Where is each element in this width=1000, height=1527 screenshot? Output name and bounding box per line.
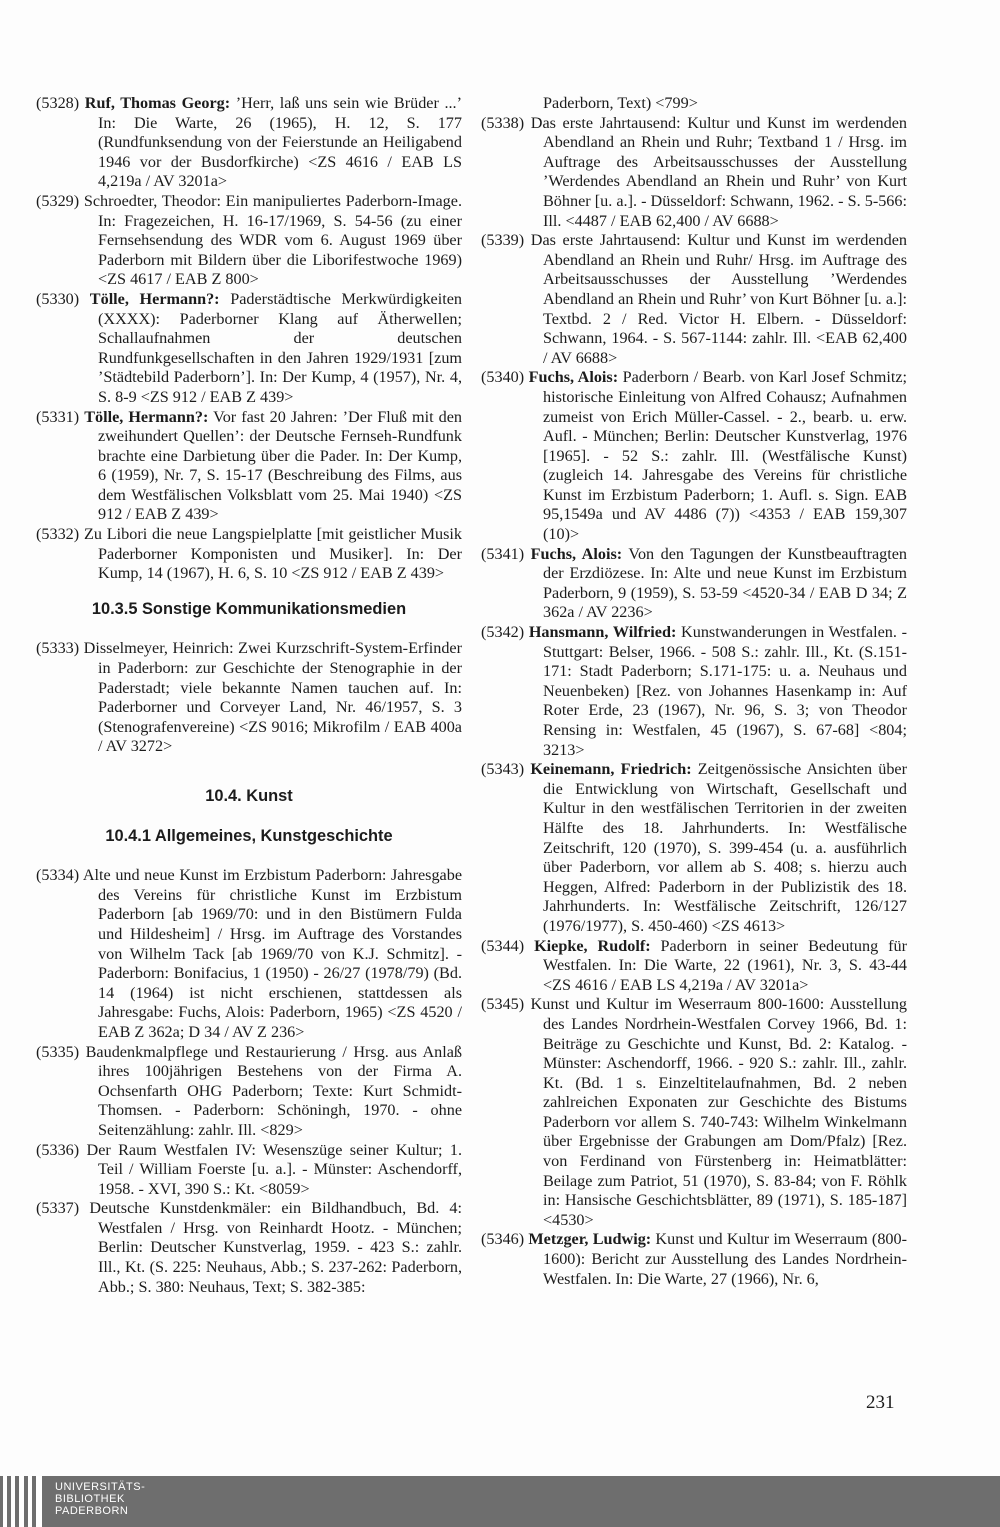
bibliography-entry bbox=[36, 866, 462, 1042]
entry-text: ’Herr, laß uns sein wie Brüder ...’ In: Die Warte, 26 (1965), H. 12, S. 177 (Rundfunksendung von der Feierstunde an Heiligabend 1946 vor der Busdorfkirche) <ZS 4616 / EAB LS 4,219a / AV 3201a> bbox=[98, 94, 462, 191]
entry-text: Deutsche Kunstdenkmäler: ein Bildhandbuch, Bd. 4: Westfalen / Hrsg. von Reinhardt Hootz. - München; Berlin: Deutscher Kunstverlag, 1959. - 423 S.: zahlr. Ill., Kt. (S. 225: Neuhaus, Abb.; S. 237-262: Paderborn, Abb.; S. 380: Neuhaus, Text; S. 382-385: bbox=[89, 1199, 463, 1296]
bibliography-entry bbox=[481, 995, 907, 1230]
bibliography-entry bbox=[36, 525, 462, 584]
library-footer bbox=[0, 1476, 1000, 1527]
entry-text: Paderborn, Text) <799> bbox=[543, 94, 698, 112]
entry-number: (5344) bbox=[481, 936, 525, 955]
entry-author: Ruf, Thomas Georg: bbox=[84, 94, 231, 112]
entry-text: Schroedter, Theodor: Ein manipuliertes Paderborn-Image. In: Fragezeichen, H. 16-17/1969, S. 54-56 (zu einer Fernsehsendung des WDR vom 6. August 1969 über Paderborn mit Bildern über die Liborifestwoche 1969) <ZS 4617 / EAB Z 800> bbox=[83, 191, 462, 289]
bibliography-entry bbox=[481, 623, 907, 760]
entry-text: Von den Tagungen der Kunstbeauftragten der Erzdiözese. In: Alte und neue Kunst im Erzbistum Paderborn, 9 (1959), S. 53-59 <4520-34 / EAB D 34; Z 362a / AV 2236> bbox=[543, 544, 908, 622]
bibliography-entry bbox=[481, 114, 907, 232]
entry-number: (5346) bbox=[481, 1230, 525, 1249]
bibliography-entry bbox=[481, 231, 907, 368]
bibliography-entry bbox=[481, 368, 907, 544]
library-name-line: BIBLIOTHEK bbox=[55, 1493, 125, 1505]
section-heading: 10.4.1 Allgemeines, Kunstgeschichte bbox=[105, 826, 393, 845]
entry-text: Zu Libori die neue Langspielplatte [mit geistlicher Musik Paderborner Komponisten und Musiker]. In: Der Kump, 14 (1967), H. 6, S. 10 <ZS 912 / EAB Z 439> bbox=[83, 525, 462, 583]
entry-text: Alte und neue Kunst im Erzbistum Paderborn: Jahresgabe des Vereins für christliche Kunst im Erzbistum Paderborn [ab 1969/70: und in den Bistümern Fulda und Hildesheim] / Hrsg. im Auftrage des Vorstandes von Wilhelm Tack [ab 1969/70 von K.J. Schmitz]. - Paderborn: Bonifacius, 1 (1950) - 26/27 (1978/79) (Bd. 14 (1964) ist nicht erschienen, stattdessen als Jahresgabe: Fuchs, Alois: Paderborn, 1965) <ZS 4520 / EAB Z 362a; D 34 / AV Z 236> bbox=[82, 866, 463, 1041]
bibliography-entry bbox=[481, 94, 907, 114]
entry-text: Zeitgenössische Ansichten über die Entwicklung von Wirtschaft, Gesellschaft und Kultur in den westfälischen Territorien in der zweiten Hälfte des 18. Jahrhunderts. In: Westfälische Zeitschrift, 120 (1970), S. 399-454 (u. a. ausführlich über Paderborn, vor allem ab S. 408; s. hierzu auch Heggen, Alfred: Paderborn in der Publizistik des 18. Jahrhunderts. In: Westfälische Zeitschrift, 126/127 (1976/1977), S. 450-460) <ZS 4613> bbox=[543, 760, 908, 935]
section-heading: 10.3.5 Sonstige Kommunikationsmedien bbox=[91, 599, 407, 618]
bibliography-entry bbox=[481, 1230, 907, 1289]
entry-author: Keinemann, Friedrich: bbox=[530, 760, 692, 779]
entry-text: Das erste Jahrtausend: Kultur und Kunst im werdenden Abendland an Rhein und Ruhr; Textband 1 / Hrsg. im Auftrage des Arbeitsausschusses der Ausstellung ’Werdendes Abendland an Rhein und Ruhr’ von Kurt Böhner [u. a.]. - Düsseldorf: Schwann, 1962. - S. 5-566: Ill. <4487 / EAB 62,400 / AV 6688> bbox=[530, 113, 907, 230]
entry-number: (5330) bbox=[36, 289, 80, 308]
entry-number: (5340) bbox=[481, 368, 525, 387]
bibliography-entry bbox=[481, 760, 907, 936]
right-column bbox=[481, 94, 907, 1289]
bibliography-entry bbox=[36, 1199, 462, 1297]
entry-text: Paderstädtische Merkwürdigkeiten (XXXX): Paderborner Klang auf Ätherwellen; Schallaufnahmen der deutschen Rundfunkgesellschaften in den Jahren 1929/1931 [zum ’Städtebild Paderborn’]. In: Der Kump, 4 (1957), Nr. 4, S. 8-9 <ZS 912 / EAB Z 439> bbox=[98, 289, 462, 406]
entry-number: (5335) bbox=[36, 1042, 80, 1061]
entry-number: (5345) bbox=[481, 995, 525, 1014]
entry-number: (5332) bbox=[36, 525, 80, 544]
bibliography-entry bbox=[36, 94, 462, 192]
entry-number: (5333) bbox=[36, 639, 80, 658]
entry-number: (5329) bbox=[36, 191, 80, 210]
entry-number: (5334) bbox=[36, 866, 80, 885]
bibliography-entry bbox=[36, 1141, 462, 1200]
entry-author: Kiepke, Rudolf: bbox=[534, 936, 651, 955]
entry-text: Kunst und Kultur im Weserraum (800-1600): Bericht zur Ausstellung des Landes Nordrhein-Westfalen. In: Die Warte, 27 (1966), Nr. 6, bbox=[543, 1230, 907, 1288]
entry-text: Vor fast 20 Jahren: ’Der Fluß mit den zweihundert Quellen’: der Deutsche Fernseh-Rundfunk brachte eine Darbietung über die Pader. In: Der Kump, 6 (1959), Nr. 7, S. 15-17 (Beschreibung des Films, aus dem Westfälischen Volksblatt vom 25. Mai 1940) <ZS 912 / EAB Z 439> bbox=[98, 407, 462, 524]
entry-text: Kunstwanderungen in Westfalen. - Stuttgart: Belser, 1966. - 508 S.: zahlr. Ill., Kt. (S.151-171: Stadt Paderborn; S.171-175: u. a. Neuhaus und Neuenbeken) [Rez. von Johannes Hasenkamp in: Auf Roter Erde, 23 (1967), Nr. 96, S. 3; von Theodor Rensing in: Westfalen, 45 (1967), S. 67-68] <804; 3213> bbox=[543, 623, 907, 759]
bibliography-entry bbox=[36, 1043, 462, 1141]
entry-text: Disselmeyer, Heinrich: Zwei Kurzschrift-System-Erfinder in Paderborn: zur Geschichte der Stenographie in der Paderstadt; viele bekannte Namen tauchen auf. In: Paderborner und Corveyer Land, Nr. 46/1957, S. 3 (Stenografenvereine) <ZS 9016; Mikrofilm / EAB 400a / AV 3272> bbox=[83, 639, 463, 756]
entry-text: Das erste Jahrtausend: Kultur und Kunst im werdenden Abendland an Rhein und Ruhr/ Hrsg. im Auftrage des Arbeitsausschusses der Ausstellung ’Werdendes Abendland an Rhein und Ruhr’ von Kurt Böhner [u. a.]: Textbd. 2 / Red. Victor H. Elbern. - Düsseldorf: Schwann, 1964. - S. 567-1144: zahlr. Ill. <EAB 62,400 / AV 6688> bbox=[530, 231, 907, 367]
bibliography-entry bbox=[36, 290, 462, 408]
entry-author: Tölle, Hermann?: bbox=[89, 289, 220, 308]
bibliography-entry bbox=[36, 192, 462, 290]
bibliography-entry bbox=[481, 545, 907, 623]
entry-author: Fuchs, Alois: bbox=[530, 544, 623, 563]
entry-number: (5343) bbox=[481, 760, 525, 779]
entry-number: (5337) bbox=[36, 1199, 80, 1218]
bibliography-entry bbox=[481, 937, 907, 996]
entry-number: (5342) bbox=[481, 623, 525, 642]
entry-text: Der Raum Westfalen IV: Wesenszüge seiner Kultur; 1. Teil / William Foerste [u. a.]. - Münster: Aschendorff, 1958. - XVI, 390 S.: Kt. <8059> bbox=[86, 1140, 462, 1198]
entry-author: Hansmann, Wilfried: bbox=[528, 623, 677, 642]
section-heading: 10.4. Kunst bbox=[205, 787, 293, 805]
entry-text: Baudenkmalpflege und Restaurierung / Hrsg. aus Anlaß ihres 100jährigen Bestehens von der Firma A. Ochsenfarth OHG Paderborn; Texte: Kurt Schmidt-Thomsen. - Paderborn: Schöningh, 1970. - ohne Seitenzählung: zahlr. Ill. <829> bbox=[85, 1042, 463, 1139]
bibliography-entry bbox=[36, 408, 462, 526]
library-name-line: UNIVERSITÄTS- bbox=[55, 1481, 146, 1493]
library-name-line: PADERBORN bbox=[55, 1505, 129, 1517]
entry-author: Fuchs, Alois: bbox=[528, 368, 619, 387]
entry-number: (5336) bbox=[36, 1140, 80, 1159]
entry-number: (5338) bbox=[481, 113, 525, 132]
entry-text: Kunst und Kultur im Weserraum 800-1600: Ausstellung des Landes Nordrhein-Westfalen Corvey 1966, Bd. 1: Beiträge zu Geschichte und Kunst, Bd. 2: Katalog. - Münster: Aschendorff, 1966. - 920 S.: zahlr. Ill., zahlr. Kt. (Bd. 1 s. Einzeltitelaufnahmen, Bd. 2 neben zahlreichen Exponaten zur Geschichte des Bistums Paderborn vor allem S. 740-743: Wilhelm Winkelmann über Ergebnisse der Grabungen am Dom/Pfalz) [Rez. von Ferdinand von Fürstenberg in: Heimatblätter: Beilage zum Patriot, 51 (1970), S. 83-84; von F. Röhlk in: Hansische Geschichtsblätter, 89 (1971), S. 185-187] <4530> bbox=[530, 995, 908, 1229]
entry-author: Metzger, Ludwig: bbox=[528, 1230, 652, 1249]
entry-text: Paderborn in seiner Bedeutung für Westfalen. In: Die Warte, 22 (1961), Nr. 3, S. 43-44 <ZS 4616 / EAB LS 4,219a / AV 3201a> bbox=[543, 936, 908, 994]
bibliography-entry bbox=[36, 639, 462, 757]
entry-number: (5331) bbox=[36, 407, 80, 426]
entry-number: (5339) bbox=[481, 231, 525, 250]
entry-number: (5341) bbox=[481, 544, 525, 563]
entry-number: (5328) bbox=[36, 94, 80, 112]
page-number: 231 bbox=[866, 1392, 895, 1413]
entry-author: Tölle, Hermann?: bbox=[84, 407, 209, 426]
library-name bbox=[55, 1481, 145, 1517]
left-column bbox=[36, 94, 462, 1297]
entry-text: Paderborn / Bearb. von Karl Josef Schmitz; historische Einleitung von Alfred Cohausz; Aufnahmen zumeist von Erich Müller-Cassel. - 2., bearb. u. erw. Aufl. - München; Berlin: Deutscher Kunstverlag, 1976 [1965]. - 52 S.: zahlr. Ill. (Westfälische Kunst) (zugleich 14. Jahresgabe des Vereins für christliche Kunst im Erzbistum Paderborn; 1. Aufl. s. Sign. EAB 95,1549a und AV 4486 (7)) <4353 / EAB 159,307 (10)> bbox=[543, 368, 908, 544]
